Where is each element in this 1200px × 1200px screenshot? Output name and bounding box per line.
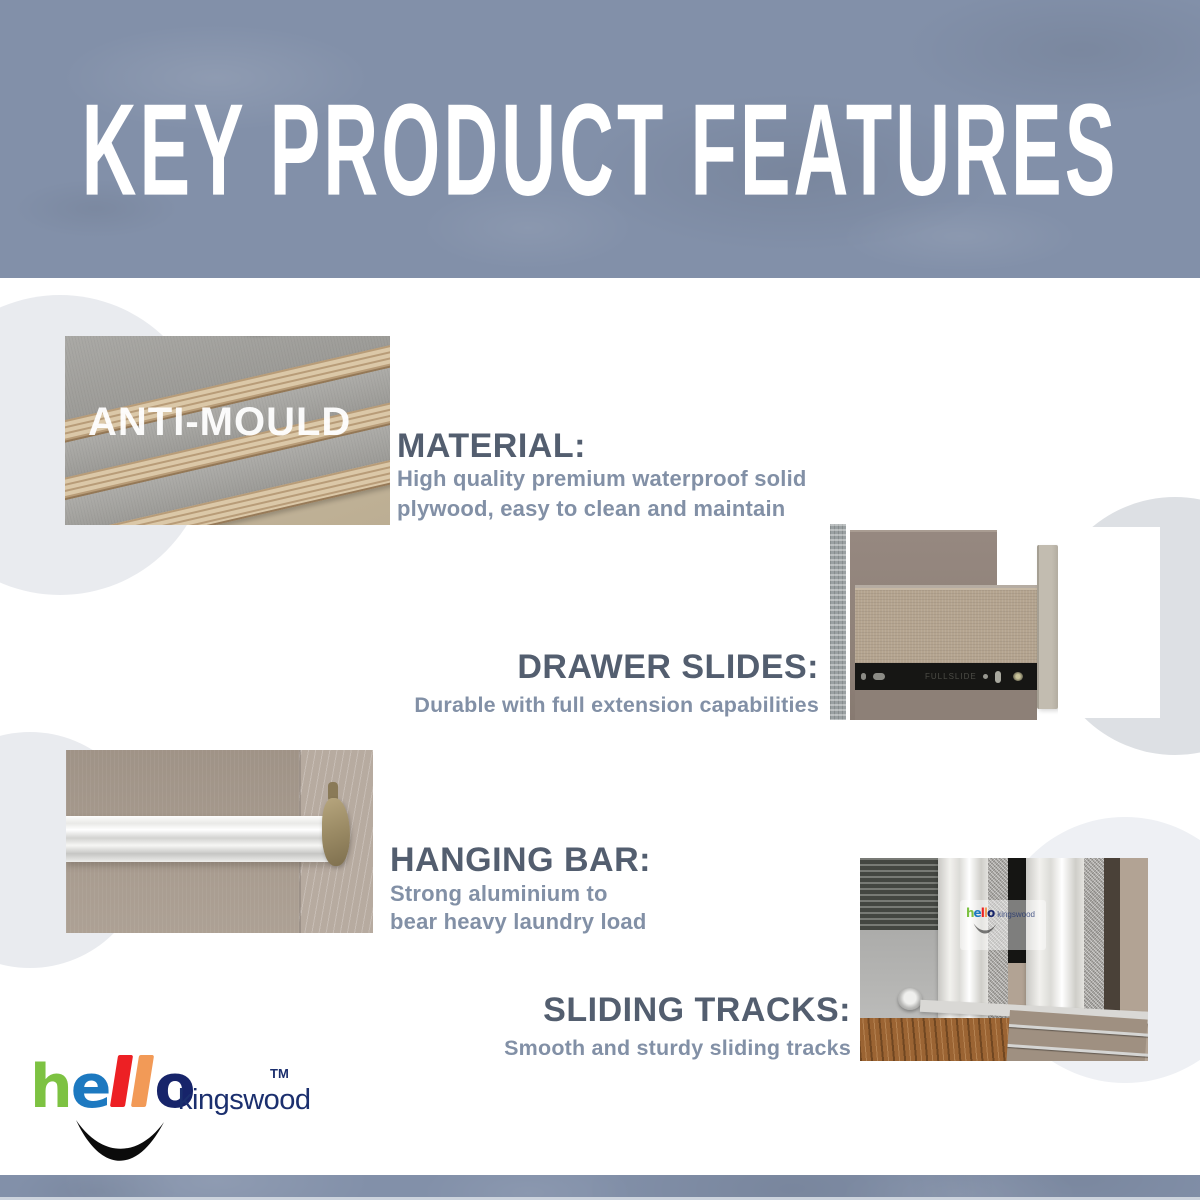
- waterproof-plywood-photo: [65, 336, 390, 525]
- door-slat-panel: [860, 858, 938, 930]
- sliding-tracks-description: Smooth and sturdy sliding tracks: [504, 1036, 851, 1060]
- sliding-tracks-heading: SLIDING TRACKS:: [543, 991, 851, 1029]
- logo-hello-word: [30, 1052, 196, 1122]
- rail-screw: [1013, 672, 1023, 681]
- drawer-slides-description: Durable with full extension capabilities: [414, 693, 819, 717]
- logo-letter-h: h: [30, 1052, 71, 1122]
- trademark-symbol: TM: [270, 1066, 289, 1081]
- track-area: [1006, 1010, 1147, 1061]
- hanging-bar-description: [390, 880, 646, 936]
- deco-white-rect: [1048, 527, 1160, 718]
- water-droplet: [233, 336, 321, 341]
- logo-letter-o: o: [154, 1052, 196, 1122]
- drawer-lower-panel: [855, 690, 1037, 720]
- brush-seal: [1084, 858, 1104, 1024]
- wood-cabinet-front: [860, 1018, 1020, 1061]
- aluminium-bar: [66, 816, 331, 862]
- rail-pin: [995, 671, 1001, 683]
- sliding-rail: [1009, 1024, 1148, 1037]
- hanging-bar-photo: [66, 750, 373, 933]
- logo-kingswood: kingswood: [178, 1084, 311, 1116]
- smile-icon: [972, 922, 998, 934]
- hanging-bar-description-line2: bear heavy laundry load: [390, 909, 647, 934]
- rail-slot: [861, 673, 866, 680]
- material-description-line1: High quality premium waterproof solid: [397, 466, 807, 491]
- rail-label: FULLSLIDE: [925, 672, 977, 681]
- hanging-bar-heading: HANGING BAR:: [390, 841, 651, 879]
- drawer-slides-heading: DRAWER SLIDES:: [517, 648, 819, 686]
- material-description-line2: plywood, easy to clean and maintain: [397, 496, 786, 521]
- brand-logo: [30, 1052, 330, 1162]
- sliding-rail: [1007, 1044, 1148, 1057]
- logo-letter-e: e: [70, 1052, 110, 1122]
- smile-icon: [70, 1116, 170, 1162]
- watermark-suffix: kingswood: [997, 910, 1035, 919]
- logo-letter-l-red: [110, 1055, 133, 1107]
- drawer-slide-photo: [830, 524, 1058, 720]
- door-edge: [1104, 858, 1120, 1018]
- hanging-bar-description-line1: Strong aluminium to: [390, 881, 608, 906]
- drawer-slide-rail: [855, 663, 1037, 690]
- watermark-text: hello kingswood: [966, 906, 1035, 920]
- roller-wheel: [898, 988, 922, 1010]
- drawer-side-linen: [855, 588, 1037, 663]
- cabinet-side-panel: [830, 524, 846, 720]
- anti-mould-badge: ANTI-MOULD: [88, 400, 352, 444]
- rail-slot: [873, 673, 885, 680]
- page-title: KEY PRODUCT FEATURES: [81, 77, 1119, 224]
- brand-watermark: [960, 900, 1046, 950]
- sliding-tracks-photo: [860, 858, 1148, 1061]
- rail-hole: [983, 674, 988, 679]
- material-heading: MATERIAL:: [397, 427, 586, 465]
- material-description: [397, 464, 807, 524]
- footer-banner: [0, 1175, 1200, 1197]
- logo-letter-l-orange: [131, 1055, 154, 1107]
- drawer-front-panel: [1037, 545, 1058, 709]
